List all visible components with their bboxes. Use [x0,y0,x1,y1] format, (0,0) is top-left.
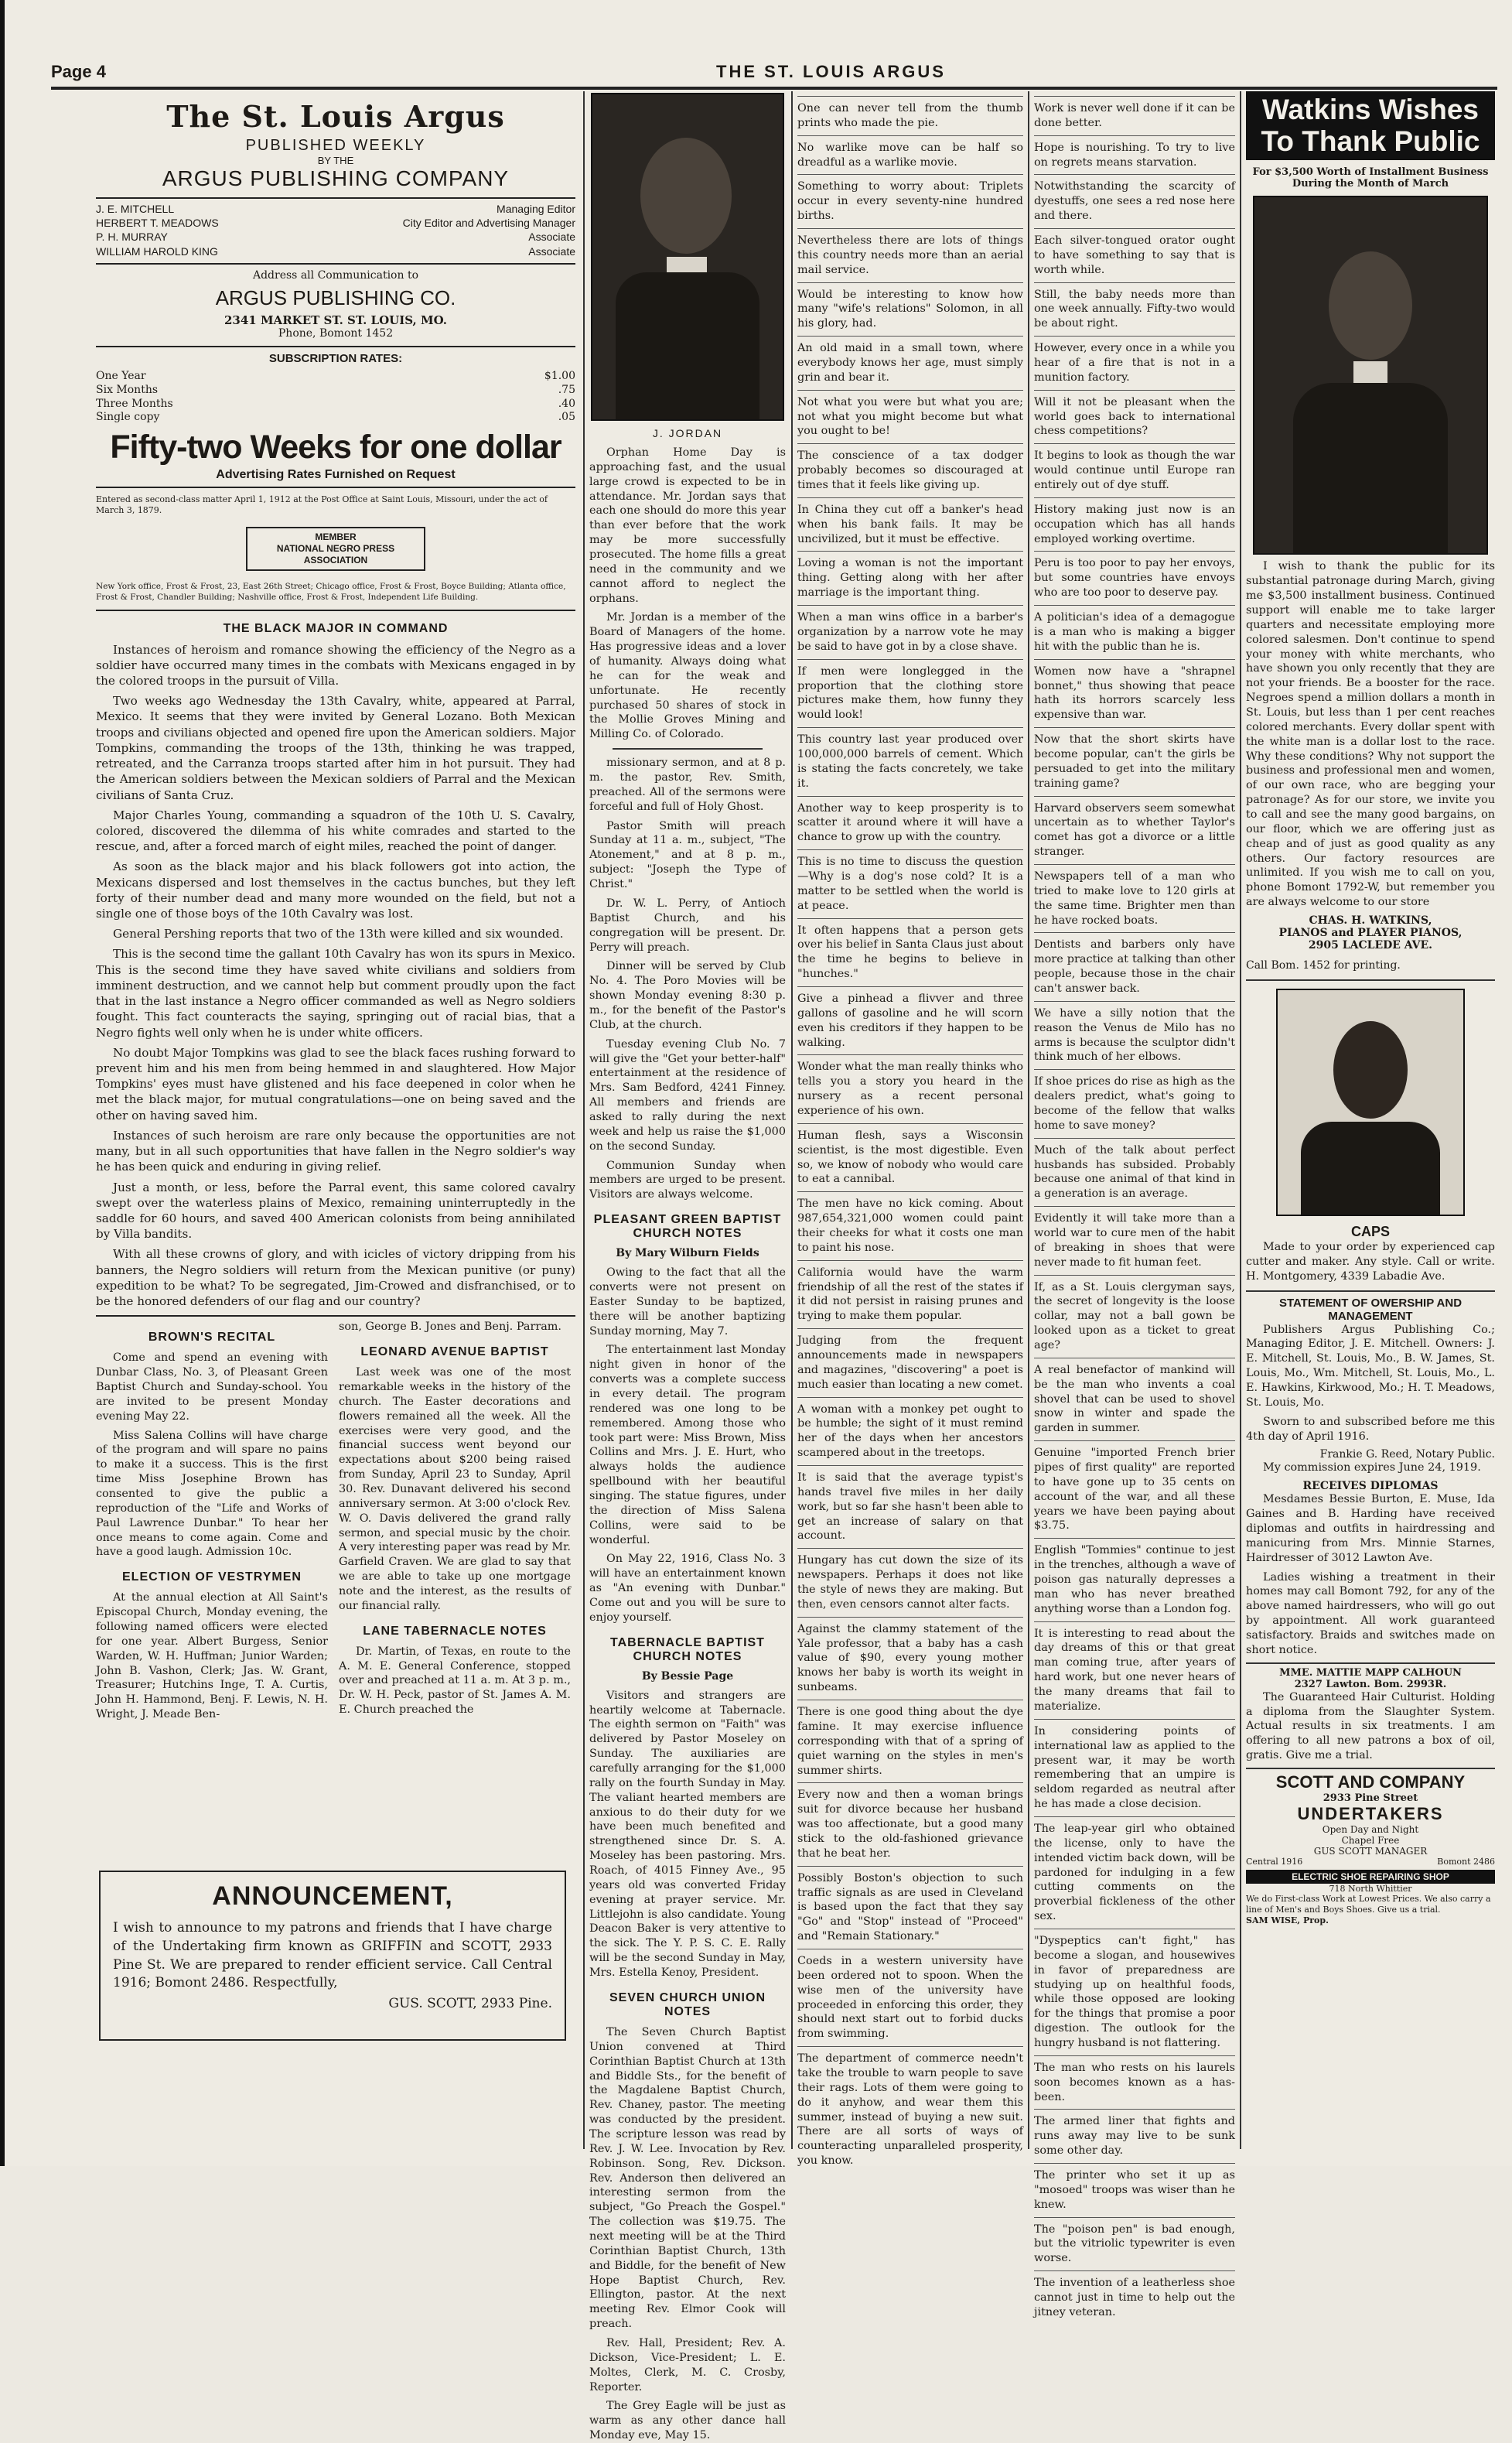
paragraph-item [1034,1358,1235,1436]
masthead [96,99,575,611]
paragraph-item [1034,1929,1235,2051]
published-weekly: PUBLISHED WEEKLY [245,137,426,154]
column-rule [1240,91,1241,2149]
paragraph-item [797,1465,1023,1543]
masthead-title: The St. Louis Argus [166,99,505,134]
watkins-headline-2: To Thank Public [1261,125,1480,157]
paragraph: Two weeks ago Wednesday the 13th Cavalry, white, appeared at Parral, Mexico. It seems that they were invited by General Lozano. Both Mexican troops and civilians objected and opened fire upon the American soldiers. Major Tompkins, commanding the troops of the 13th, thinking he was trapped, retreated, and the Carranza troops started after him in hot pursuit. They had the American soldiers between the Mexican soldiers of Parral and the Mexican civilians of Santa Cruz. [96,694,575,802]
paragraph-item [1034,2055,1235,2105]
paragraph-item [1034,1621,1235,1714]
paragraph-item [1034,727,1235,791]
paragraph-item [797,228,1023,278]
column-2 [589,91,786,2442]
shoe-shop-title: ELECTRIC SHOE REPAIRING SHOP [1246,1870,1495,1884]
paragraph-item [797,1191,1023,1255]
paragraph-item [797,986,1023,1050]
calhoun-name: MME. MATTIE MAPP CALHOUN [1246,1662,1495,1679]
rate-row: Single copy .05 [96,411,575,424]
paragraph-item [797,336,1023,385]
paragraph-item [797,135,1023,170]
company-name: ARGUS PUBLISHING COMPANY [162,166,510,190]
staff-row: P. H. MURRAY Associate [96,231,575,244]
paragraph-text: The men have no kick coming. About 987,654,321,000 women could paint their cheeks for what it costs one man to paint his nose. [797,1198,1023,1254]
paragraph-item [797,174,1023,224]
column-3-paragraphs [797,91,1023,2168]
paragraph-text: English "Tommies" continue to jest in the trenches, although a wave of poison gas naturally depresses a man who has never breathed anything worse than a London fog. [1034,1544,1235,1615]
paragraph-text: Wonder what the man really thinks who tells you a story you heard in the nursery as a recent personal experience of his own. [797,1061,1023,1117]
paragraph-item [1034,605,1235,654]
paragraph-text: Genuine "imported French brier pipes of first quality" are reported to have gone up to 35 cents on account of the war, and all these years we have been paying about $3.75. [1034,1447,1235,1532]
paragraph: Rev. Hall, President; Rev. A. Dickson, Vice-President; L. E. Moltes, Clerk, M. C. Crosby, Reporter. [589,2336,786,2393]
paragraph-text: Loving a woman is not the important thing. Getting along with her after marriage is the important thing. [797,557,1023,600]
statement-commission: My commission expires June 24, 1919. [1263,1461,1481,1474]
scott-central: Central 1916 [1246,1857,1303,1867]
announcement-body: I wish to announce to my patrons and friends that I have charge of the Undertaking firm known as GRIFFIN and SCOTT, 2933 Pine St. We are prepared to render efficient service. Call Central 1916; Bomont 2486. Respectfully, [113,1920,552,1991]
paragraph-text: Evidently it will take more than a world war to cure men of the habit of breaking in shoes that were never made to fit human feet. [1034,1212,1235,1269]
editorial-title: THE BLACK MAJOR IN COMMAND [223,621,449,635]
paragraph-text: Human flesh, says a Wisconsin scientist, is the most digestible. Even so, we know of nobody who would care to eat a cannibal. [797,1129,1023,1186]
paragraph-text: We have a silly notion that the reason the Venus de Milo has no arms is because the sculptor didn't think much of her elbows. [1034,1006,1235,1064]
address-phone: Phone, Bomont 1452 [278,326,394,340]
paragraph-item [1034,336,1235,385]
scott-hours: Open Day and Night [1322,1824,1419,1836]
paragraph-text: An old maid in a small town, where everybody knows her age, must simply grin and bear it. [797,342,1023,384]
paragraph: As soon as the black major and his black followers got into action, the Mexicans dispersed and lost themselves in the cactus bunches, but they left forty of their number dead and many more wounded on the field, but not a single one of those boys of the 10th Cavalry was lost. [96,859,575,921]
paragraph-item [1034,551,1235,600]
announcement-title: ANNOUNCEMENT, [212,1881,453,1911]
diplomas-title: RECEIVES DIPLOMAS [1302,1480,1439,1493]
paragraph-text: If shoe prices do rise as high as the dealers predict, what's going to become of the fellow that walks home to save money? [1034,1075,1235,1132]
paragraph-item [797,1123,1023,1187]
paragraph: At the annual election at All Saint's Episcopal Church, Monday evening, the following named officers were elected for one year. Albert Burgess, Senior Warden, W. H. Huffman; Junior Warden; John B. Vashon, Clerk; Jas. W. Grant, Treasurer; Hutchins Inge, T. A. Curtis, John H. Hammond, Benj. F. Lewis, N. H. Wright, J. Meade Ben- [96,1591,328,1721]
paragraph-text: It is said that the average typist's hands travel five miles in her daily work, but so far she hasn't been able to get an increase of salary on that account. [797,1471,1023,1543]
rate-row: Three Months .40 [96,397,575,410]
paragraph: Owing to the fact that all the converts were not present on Easter Sunday to be baptized, there will be another baptizing Sunday morning, May 7. [589,1266,786,1338]
brief-column-a [96,1320,328,1727]
member-assoc: NATIONAL NEGRO PRESS [276,543,395,555]
paragraph-item [1034,282,1235,332]
running-header [51,56,1497,90]
portrait-face [1329,251,1412,360]
paragraph-text: Peru is too poor to pay her envoys, but some countries have envoys who are too poor to deserve pay. [1034,557,1235,600]
paragraph-item [1034,864,1235,928]
scott-phones [1246,1857,1495,1867]
paragraph-item [1034,1206,1235,1269]
paragraph-text: Work is never well done if it can be done better. [1034,102,1235,129]
paragraph-text: It often happens that a person gets over his belief in Santa Claus just about the time he begins to believe in "hunches." [797,924,1023,981]
paragraph: Miss Salena Collins will have charge of the program and will spare no pains to make it a success. This is the first time Miss Josephine Brown has consented to give the public a reproduction of the "Life and Works of Paul Lawrence Dunbar." To hear her once means to come again. Come and have a good laugh. Admission 10c. [96,1429,328,1559]
paragraph-item [1034,1719,1235,1812]
statement-body: Publishers Argus Publishing Co.; Managing Editor, J. E. Mitchell. Owners: J. E. Mitchell, St. Louis, Mo., B. W. James, St. Louis, Mo., Wm. Mitchell, St. Louis, Mo., L. E. Hawkins, Kirkwood, Mo.; H. T. Meadows, St. Louis, Mo. [1246,1323,1495,1409]
paragraph-text: Not what you were but what you are; not what you might become but what you ought to be! [797,395,1023,438]
address-company: ARGUS PUBLISHING CO. [215,285,456,309]
paragraph-item [1034,228,1235,278]
paragraph-item [1034,96,1235,131]
paragraph: The entertainment last Monday night given in honor of the converts was a complete success in every detail. The program rendered was one long to be remembered. Among those who took part were: Miss Brown, Miss Collins and Mrs. J. E. Hurt, who always holds the audience spellbound with her beautiful singing. The statue figures, under the direction of Miss Salena Collins, were said to be wonderful. [589,1344,786,1546]
paragraph-text: Coeds in a western university have been ordered not to spoon. When the wise men of the university have proceeded in enforcing this order, they should next start out to forbid ducks from swimming. [797,1954,1023,2041]
paragraph-item [797,1782,1023,1860]
paragraph-text: The leap-year girl who obtained the license, only to have the intended victim back down, will be pardoned for indulging in a few cutting comments on the proverbial fickleness of the other sex. [1034,1822,1235,1923]
paragraph-text: However, every once in a while you hear of a fire that is not in a munition factory. [1034,342,1235,384]
paragraph: missionary sermon, and at 8 p. m. the pastor, Rev. Smith, preached. All of the sermons were forceful and full of Holy Ghost. [589,757,786,813]
column-left [96,91,575,2149]
paragraph-item [797,1548,1023,1611]
paragraph-item [797,497,1023,547]
advertising-note: Advertising Rates Furnished on Request [96,468,575,488]
portrait-coat [1301,1122,1440,1215]
paragraph-item [797,282,1023,332]
lane-title: LANE TABERNACLE NOTES [363,1624,547,1638]
watkins-headline-1: Watkins Wishes [1262,94,1479,125]
paragraph: Just a month, or less, before the Parral event, this same colored cavalry swept over the waterless plains of Mexico, remaining uninterruptedly in the saddle for 60 hours, and saved 400 American colonists from being annihilated by Villa bandits. [96,1180,575,1242]
paragraph: Dinner will be served by Club No. 4. The Poro Movies will be shown Monday evening 8:30 p. m., for the benefit of the Pastor's Club, at the church. [589,960,786,1031]
paragraph: Dr. Martin, of Texas, en route to the A. M. E. General Conference, stopped over and preached at 11 a. m. At 3 p. m., Dr. W. H. Peck, pastor of St. James A. M. E. Church preached the [339,1645,571,1717]
paragraph-item [797,443,1023,493]
paragraph-item [1034,174,1235,224]
paragraph-text: It begins to look as though the war would continue until Europe ran entirely out of dye stuff. [1034,449,1235,492]
jordan-caption: J. JORDAN [652,427,723,439]
paragraph-text: A politician's idea of a demagogue is a man who is making a bigger hit with the public than he is. [1034,611,1235,653]
paragraph-text: No warlike move can be half so dreadful as a warlike movie. [797,141,1023,169]
watkins-line: PIANOS and PLAYER PIANOS, [1278,927,1463,939]
paragraph-item [1034,2163,1235,2212]
portrait-coat [616,272,759,419]
paper-name: THE ST. LOUIS ARGUS [716,62,946,81]
paragraph: Instances of heroism and romance showing the efficiency of the Negro as a soldier have occurred many times in the combats with Mexicans engaged in by the colored troops in the pursuit of Villa. [96,642,575,688]
paragraph: Last week was one of the most remarkable weeks in the history of the church. The Easter decorations and flowers remained all the week. All the exercises were very good, and the financial success went beyond our expectations about $200 being raised from Sunday, April 23 to Sunday, April 30. Rev. Dunavant delivered his second anniversary sermon. At 3:00 o'clock Rev. W. O. Davis delivered the grand rally sermon, and special music by the choir. A very interesting paper was read by Mr. Garfield Craven. We are glad to say that we are able to take up one mortgage note and the interest, as the results of our financial rally. [339,1366,571,1612]
paragraph: Come and spend an evening with Dunbar Class, No. 3, of Pleasant Green Baptist Church and Sunday-school. You are invited to be present Monday evening May 22. [96,1351,328,1423]
paragraph-item [797,605,1023,654]
scott-manager: GUS SCOTT MANAGER [1313,1846,1428,1857]
paragraph-text: There is one good thing about the dye famine. It may exercise influence corresponding with that of a spring of quiet warning on the styles in men's summer shirts. [797,1706,1023,1777]
paragraph: The Grey Eagle will be just as warm as any other dance hall Monday eve, May 15. [589,2400,786,2442]
paragraph-item [1034,1816,1235,1924]
caps-title: CAPS [1350,1224,1390,1239]
paragraph-item [797,96,1023,131]
paragraph-text: If, as a St. Louis clergyman says, the secret of longevity is the loose collar, may not a ball gown be looked upon as a ticket to great age? [1034,1280,1235,1352]
paragraph-item [1034,497,1235,547]
paragraph-item [797,1866,1023,1944]
paragraph-text: Nevertheless there are lots of things this country needs more than an aerial mail service. [797,234,1023,276]
paragraph-text: "Dyspeptics can't fight," has become a slogan, and housewives in favor of preparedness are studying up on healthful foods, while those opposed are looking for the things that promise a poor digestion. The outlook for the hungry husband is not flattering. [1034,1934,1235,2049]
member-assoc-2: ASSOCIATION [303,555,368,566]
paragraph-item [797,918,1023,982]
shoe-shop-signature: SAM WISE, Prop. [1246,1915,1329,1925]
scott-chapel: Chapel Free [1341,1835,1400,1847]
paragraph-item [797,659,1023,723]
paragraph-item [797,1700,1023,1778]
staff-row: WILLIAM HAROLD KING Associate [96,244,575,258]
column-rule [791,91,793,2149]
paragraph: Tuesday evening Club No. 7 will give the "Get your better-half" entertainment at the residence of Mrs. Sam Bedford, 4241 Finney. All members and friends are asked to rally during the next week and help us raise the $1,000 on the second Sunday. [589,1037,786,1153]
paragraph-text: A real benefactor of mankind will be the man who invents a coal shovel that can be used to shovel snow in winter and spade the garden in summer. [1034,1363,1235,1435]
staff-row: J. E. MITCHELL Managing Editor [96,203,575,215]
paragraph-item [1034,443,1235,493]
paragraph-item [797,2046,1023,2168]
paragraph-text: Against the clammy statement of the Yale professor, that a baby has a cash value of $90, every young mother knows her baby is worth its weight in sunbeams. [797,1622,1023,1694]
paragraph-item [797,849,1023,913]
paragraph-text: Will it not be pleasant when the world goes back to international chess competitions? [1034,395,1235,438]
paragraph-text: The man who rests on his laurels soon becomes known as a has-been. [1034,2061,1235,2103]
statement-sworn: Sworn to and subscribed before me this 4th day of April 1916. [1246,1415,1495,1443]
paragraph-item [1034,135,1235,170]
seven-church-title: SEVEN CHURCH UNION NOTES [609,1990,766,2018]
paragraph-text: California would have the warm friendship of all the rest of the states if it did not persist in raising prunes and trying to make them popular. [797,1266,1023,1323]
paragraph: Orphan Home Day is approaching fast, and the usual large crowd is expected to be in attendance. Mr. Jordan says that each one should do more this year than ever before that the work may be more successfully prosecuted. The home fills a great need in the community and we cannot afford to neglect the orphans. [589,446,786,605]
paragraph-text: Now that the short skirts have become popular, can't the girls be persuaded to get into the military training game? [1034,733,1235,790]
paragraph-text: The invention of a leatherless shoe cannot just in time to help out the jitney veteran. [1034,2277,1235,2318]
paragraph-text: History making just now is an occupation which has all hands employed working overtime. [1034,503,1235,545]
entered-notice: Entered as second-class matter April 1, 1912 at the Post Office at Saint Louis, Missouri, under the act of March 3, 1879. [96,494,548,515]
watkins-body: I wish to thank the public for its substantial patronage during March, giving me $3,500 installment business. Continued support will enable me to take larger quarters and necessitate employing more colored salesmen. Don't continue to spend your money with white merchants, who have shown you only recently that they are not your friends. Be a booster for the race. Negroes spend a million dollars a month in St. Louis, but less than 1 per cent reaches colored merchants. Every dollar spent with the white man is a dollar lost to the race. Why these conditions? Why not support the business and professional men and women, of our own race, who are begging your patronage? As for our store, we invite you to call and see the many good bargains, on our floor, which we are offering just as cheap and of just as good quality as any others. Our factory resources are unlimited. If you wish me to call on you, phone Bomont 1792-W, but remember you are always welcome to our store [1246,560,1495,909]
paragraph-item [1034,1001,1235,1064]
paragraph-text: Women now have a "shrapnel bonnet," thus showing that peace hath its horrors scarcely less expensive than war. [1034,665,1235,722]
paragraph-text: A woman with a monkey pet ought to be humble; the sight of it must remind her of the days when her ancestors scampered about in the treetops. [797,1403,1023,1460]
column-4-paragraphs [1034,91,1235,2318]
by-the: BY THE [317,155,354,166]
portrait-face [640,138,732,254]
lower-left-briefs [96,1315,575,1727]
calhoun-address: 2327 Lawton. Bom. 2993R. [1294,1678,1447,1690]
paragraph-text: Dentists and barbers only have more practice at talking than other people, because those in the chair can't answer back. [1034,938,1235,995]
paragraph-text: Judging from the frequent announcements made in newspapers and magazines, "discovering" a poet is much easier than locating a new comet. [797,1334,1023,1391]
paragraph-text: It is interesting to read about the day dreams of this or that great man coming true, after years of hard work, but one never hears of the many dreams that fail to materialize. [1034,1627,1235,1713]
paragraph-item [1034,1275,1235,1353]
paragraph-item [797,390,1023,439]
paragraph: General Pershing reports that two of the 13th were killed and six wounded. [113,927,564,941]
column-rule [583,91,585,2149]
paragraph-text: Possibly Boston's objection to such traffic signals as are used in Cleveland is based upon the fact that they say "Go" and "Stop" instead of "Proceed" and "Remain Stationary." [797,1871,1023,1943]
paragraph-item [1034,2109,1235,2158]
shoe-shop-body: We do First-class Work at Lowest Prices. We also carry a line of Men's and Boys Shoes. Give us a trial. [1246,1894,1491,1915]
scott-bomont: Bomont 2486 [1437,1857,1495,1867]
paragraph: son, George B. Jones and Benj. Parram. [339,1321,562,1334]
statement-notary: Frankie G. Reed, Notary Public. [1319,1448,1495,1461]
paragraph-text: The armed liner that fights and runs away may live to be sunk some other day. [1034,2115,1235,2158]
statement-title: STATEMENT OF OWERSHIP AND MANAGEMENT [1246,1290,1495,1323]
paragraph: This is the second time the gallant 10th Cavalry has won its spurs in Mexico. This is the second time they have saved white civilians and soldiers from imminent destruction, and we cannot help but comment proudly upon the fact that in the last instance a Negro officer commanded as well as Negro soldiers fought. This fact counteracts the saying, springing out of racial bias, that a Negro fights well only when he is under white officers. [96,947,575,1040]
paragraph-text: Another way to keep prosperity is to scatter it around where it will have a chance to grow up with the country. [797,801,1023,844]
printing-ad: Call Bom. 1452 for printing. [1246,959,1495,981]
editorial-article [96,622,575,1310]
paragraph-item [797,1949,1023,2042]
paragraph-item [1034,1069,1235,1133]
divider [613,748,763,750]
watkins-portrait [1253,196,1488,555]
paragraph: Pastor Smith will preach Sunday at 11 a. m., subject, "The Atonement," and at 8 p. m., subject: "Joseph the Type of Christ." [589,819,786,891]
paragraph-text: Would be interesting to know how many "wife's relations" Solomon, in all his glory, had. [797,288,1023,330]
watkins-subhead: For $3,500 Worth of Installment Business During the Month of March [1252,166,1489,190]
address-label: Address all Communication to [96,263,575,282]
staff-row: HERBERT T. MEADOWS City Editor and Advertising Manager [96,217,575,230]
paragraph-text: Still, the baby needs more than one week annually. Fifty-two would be about right. [1034,288,1235,330]
paragraph: Communion Sunday when members are urged to be present. Visitors are always welcome. [589,1159,786,1201]
paragraph-item [1034,659,1235,723]
paragraph: Major Charles Young, commanding a squadron of the 10th U. S. Cavalry, colored, discovered the dilemma of his white comrades and started to the rescue, and, after a forced march of eight miles, reached the point of danger. [96,808,575,854]
paragraph-item [797,727,1023,791]
paragraph-text: Give a pinhead a flivver and three gallons of gasoline and he will scorn even his creditors if they happen to be walking. [797,992,1023,1049]
paragraph: With all these crowns of glory, and with icicles of victory dripping from his banners, the Negro soldiers will return from the Mexican punitive (or puny) expedition to be what? To be segregated, Jim-Crowed and disfranchised, or to be the honored defenders of our flag and our country? [96,1247,575,1309]
paragraph-item [797,1617,1023,1695]
paragraph: Visitors and strangers are heartily welcome at Tabernacle. The eighth sermon on "Faith" was delivered by Pastor Moseley on Sunday. The auxiliaries are carefully arranging for the $1,000 rally on the fourth Sunday in May. The valiant hearted members are anxious to do their duty for we have been much benefited and strengthened since Dr. S. A. Moseley has been pastoring. Mrs. Roach, of 4015 Finney Ave., 95 years old was converted Friday evening at prayer service. Mr. Littlejohn is also candidate. Young Deacon Baker is very attentive to the sick. The Y. P. S. C. E. Rally will be the second Sunday in May, Mrs. Estella Kenoy, President. [589,1689,786,1980]
diplomas-body-2: Ladies wishing a treatment in their homes may call Bomont 792, for any of the above named hairdressers, who will go out by appointment. All work guaranteed satisfactory. Braids and switches made on short notice. [1246,1570,1495,1656]
column-5-ads [1246,91,1495,2149]
rate-row: Six Months .75 [96,383,575,396]
rates-title: SUBSCRIPTION RATES: [96,346,575,365]
watkins-name: CHAS. H. WATKINS, [1309,914,1432,927]
paragraph-text: Newspapers tell of a man who tried to make love to 120 girls at the same time. Brighter men than he have rocked boats. [1034,870,1235,927]
shoe-shop-address: 718 North Whittier [1329,1884,1412,1895]
paragraph-item [797,1054,1023,1118]
leonard-title: LEONARD AVENUE BAPTIST [360,1345,549,1359]
paragraph-text: Every now and then a woman brings suit for divorce because her husband was too affectionate, but a good many stick to the old-fashioned grievance that he beat her. [797,1789,1023,1860]
announcement-box [99,1871,566,2041]
brief-column-b [339,1320,571,1727]
paragraph-item [1034,796,1235,859]
paragraph: No doubt Major Tompkins was glad to see the black faces rushing forward to prevent him and his men from being hemmed in and slaughtered. How Major Tompkins' eyes must have glistened and his face deepened in color when he met the black major, for mutual congratulations—one on being saved and the other on having saved him. [96,1045,575,1122]
paragraph-text: The printer who set it up as "mosoed" troops was wiser than he knew. [1034,2168,1235,2211]
paragraph-item [797,551,1023,600]
paragraph-text: Hungary has cut down the size of its newspapers. Perhaps it does not like the style of news they are making. But then, even censors cannot alter facts. [797,1554,1023,1611]
member-box [246,527,425,571]
paragraph-text: This is no time to discuss the question—Why is a dog's nose cold? It is a matter to be settled when the world is at peace. [797,856,1023,912]
paragraph-item [797,1397,1023,1461]
portrait-face [1333,1021,1408,1119]
paragraph-item [797,796,1023,846]
watkins-address: 2905 LACLEDE AVE. [1308,939,1433,952]
tabernacle-title: TABERNACLE BAPTIST CHURCH NOTES [610,1635,765,1663]
paragraph-item [1034,390,1235,439]
paragraph-text: The conscience of a tax dodger probably becomes so discouraged at times that it feels like giving up. [797,449,1023,492]
scott-title: SCOTT AND COMPANY [1275,1772,1466,1792]
caps-photo [1276,989,1465,1216]
caps-body: Made to your order by experienced cap cutter and maker. Any style. Call or write. H. Montgomery, 4339 Labadie Ave. [1246,1241,1495,1283]
watkins-headline [1246,91,1495,160]
paragraph-text: Hope is nourishing. To try to live on regrets means starvation. [1034,141,1235,169]
pleasant-green-title: PLEASANT GREEN BAPTIST CHURCH NOTES [593,1213,782,1241]
paragraph: Dr. W. L. Perry, of Antioch Baptist Church, and his congregation will be present. Dr. Perry will preach. [589,897,786,954]
paragraph-text: The "poison pen" is bad enough, but the vitriolic typewriter is even worse. [1034,2223,1235,2265]
paragraph-text: One can never tell from the thumb prints who made the pie. [797,102,1023,129]
vestrymen-title: ELECTION OF VESTRYMEN [122,1570,302,1584]
paragraph-item [797,1328,1023,1392]
paragraph-text: Harvard observers seem somewhat uncertain as to whether Taylor's comet has got a divorce or a little stranger. [1034,801,1235,859]
calhoun-body: The Guaranteed Hair Culturist. Holding a diploma from the Slaughter System. Actual results in six treatments. I am offering to all new patrons a box of oil, gratis. Give me a trial. [1246,1690,1495,1762]
tabernacle-byline: By Bessie Page [641,1669,734,1683]
offices-note: New York office, Frost & Frost, 23, East 26th Street; Chicago office, Frost & Frost, Boyce Building; Atlanta office, Frost & Frost, Chandler Building; Nashville office, Frost & Frost, Independent Life Building. [96,582,575,610]
recital-title: BROWN'S RECITAL [148,1331,276,1345]
paragraph-item [1034,932,1235,996]
paragraph-text: In China they cut off a banker's head when his bank fails. It may be uncivilized, but it must be effective. [797,503,1023,545]
paragraph-item [1034,2217,1235,2267]
column-rule [1028,91,1029,2149]
paragraph: On May 22, 1916, Class No. 3 will have an entertainment known as "An evening with Dunbar." Come out and you will be sure to enjoy yourself. [589,1553,786,1624]
paragraph: The Seven Church Baptist Union convened at Third Corinthian Baptist Church at 13th and Biddle Sts., for the benefit of the Magdalene Baptist Church, Rev. Chaney, pastor. The meeting was conducted by the president. The scripture lesson was read by Rev. J. W. Lee. Invocation by Rev. Robinson. Song, Rev. Dickson. Rev. Anderson then delivered an interesting sermon from the subject, "Go Preach the Gospel." The collection was $19.75. The next meeting will be at the Third Corinthian Baptist Church, 13th and Biddle, for the benefit of New Hope Baptist Church, Rev. Ellington, pastor. At the next meeting Rev. Elmor Cook will preach. [589,2025,786,2331]
staff-list [96,197,575,258]
paragraph-item [1034,1538,1235,1616]
portrait-coat [1293,383,1448,553]
announcement-signature: GUS. SCOTT, 2933 Pine. [388,1996,552,2012]
paragraph: Instances of such heroism are rare only because the opportunities are not many, but in all such opportunities that have fallen in the Negro soldier's way he has been quick and enduring in giving relief. [96,1128,575,1174]
paragraph-text: Each silver-tongued orator ought to have something to say that is worth while. [1034,234,1235,276]
page-number: Page 4 [51,62,106,81]
paragraph-item [1034,1440,1235,1533]
diplomas-body: Mesdames Bessie Burton, E. Muse, Ida Gaines and B. Harding have received diplomas and outfits in hairdressing and manicuring from Mrs. Minnie Starnes, Hairdresser of 3012 Lawton Ave. [1246,1493,1495,1564]
paragraph-item [797,1260,1023,1324]
paragraph-text: This country last year produced over 100,000,000 barrels of cement. Which is stating the facts concretely, we take it. [797,733,1023,790]
paragraph-text: When a man wins office in a barber's organization by a narrow vote he may be said to have got in by a close shave. [797,611,1023,653]
pleasant-green-byline: By Mary Wilburn Fields [616,1247,759,1260]
scott-address: 2933 Pine Street [1323,1792,1418,1805]
address-street: 2341 MARKET ST. ST. LOUIS, MO. [224,313,447,327]
jordan-portrait [591,93,784,421]
slogan: Fifty-two Weeks for one dollar [110,429,561,466]
paragraph-text: Notwithstanding the scarcity of dyestuffs, one sees a red nose here and there. [1034,180,1235,223]
paragraph: Mr. Jordan is a member of the Board of Managers of the home. Has progressive ideas and a lover of humanity. Always doing what he can for the weak and unfortunate. He recently purchased 50 shares of stock in the Mollie Groves Mining and Milling Co. of Colorado. [589,611,786,741]
paragraph-text: If men were longlegged in the proportion that the clothing store pictures make them, how funny they would look! [797,665,1023,722]
paragraph-text: In considering points of international law as applied to the present war, it may be worth remembering that an umpire is seldom regarded as neutral after he has made a close decision. [1034,1724,1235,1811]
paragraph-item [1034,1138,1235,1201]
rates-table [96,370,575,425]
member-label: MEMBER [315,531,357,543]
rate-row: One Year $1.00 [96,369,575,382]
paragraph-text: Much of the talk about perfect husbands has subsided. Probably because one animal of that kind in a generation is an average. [1034,1143,1235,1201]
scott-ad [1246,1768,1495,1867]
paragraph-item [1034,2270,1235,2320]
scott-undertakers: UNDERTAKERS [1297,1804,1444,1824]
paragraph-text: The department of commerce needn't take the trouble to warn people to save their rags. Lots of them were going to do it anyhow, and wear them this summer, instead of buying a new suit. There are all sorts of ways of counteracting unparalleled prosperity, you know. [797,2052,1023,2168]
paragraph-text: Something to worry about: Triplets occur in every seventy-nine hundred births. [797,180,1023,223]
